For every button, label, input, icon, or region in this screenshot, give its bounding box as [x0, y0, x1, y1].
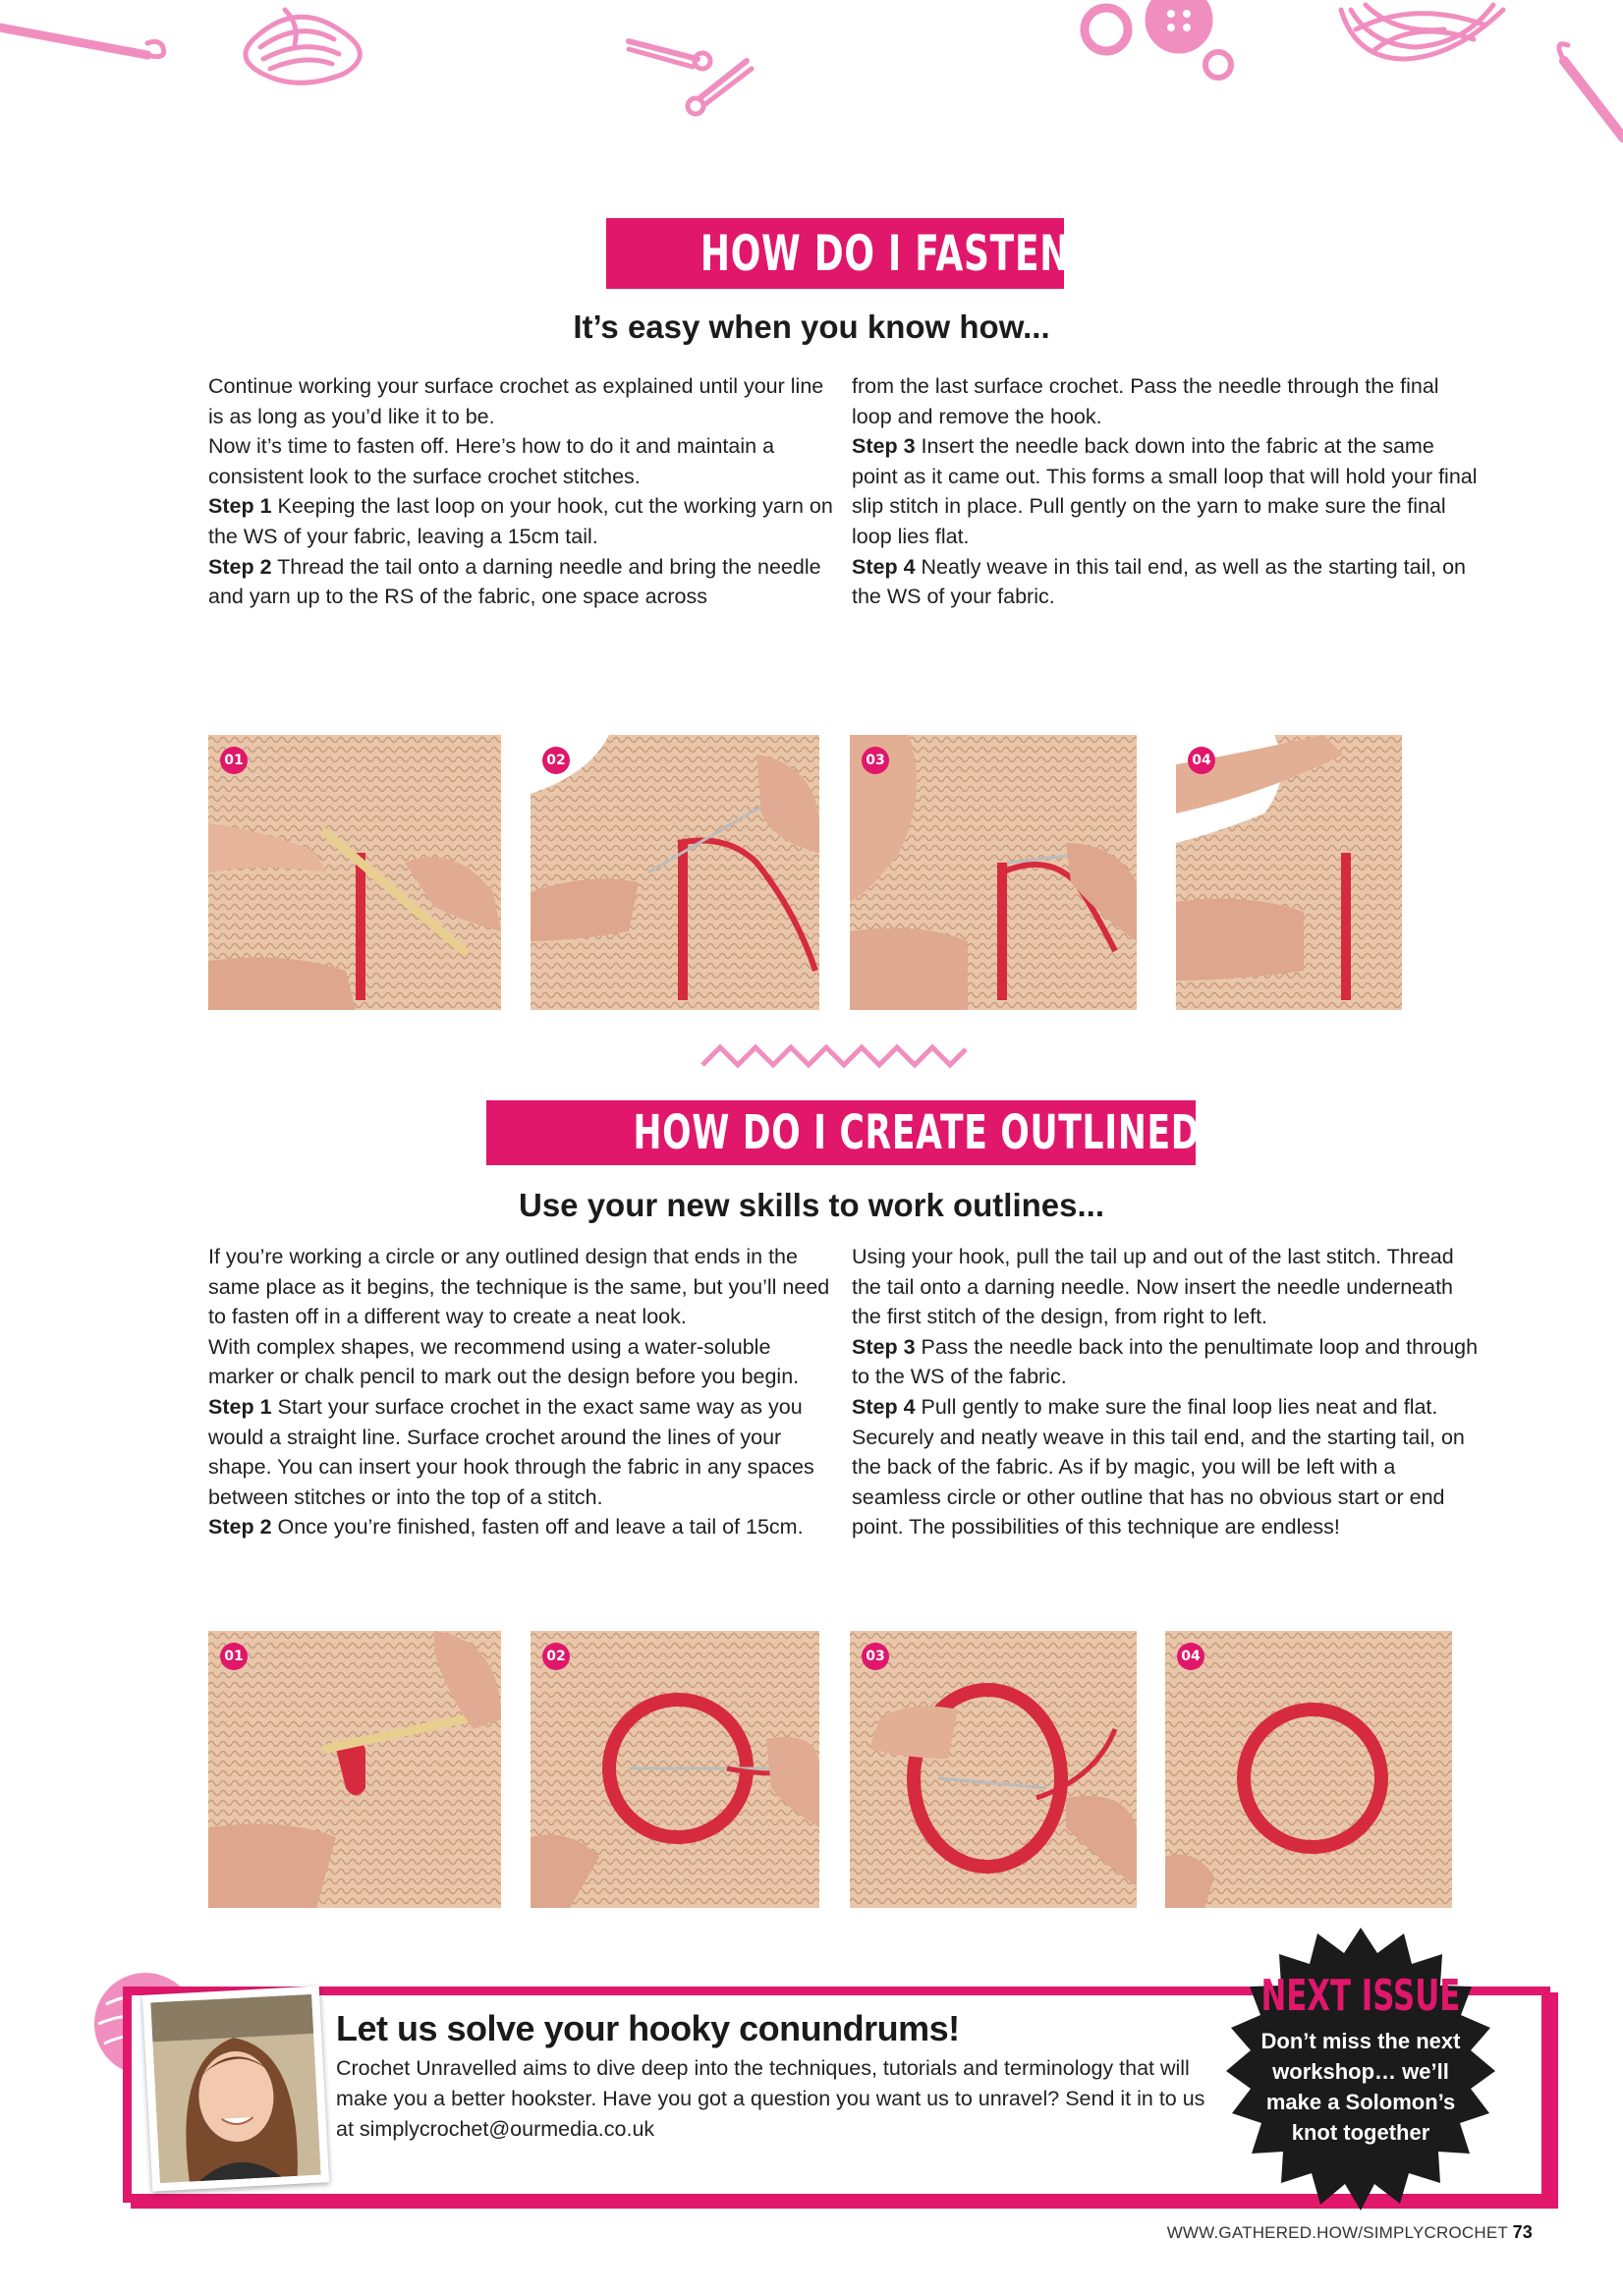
paragraph: If you’re working a circle or any outlined design that ends in the same place as it begins, the technique is the same, but you’ll need to fasten off in a different way to create a neat look.: [208, 1245, 830, 1329]
step-label: Step 4: [852, 1394, 916, 1419]
avatar: [142, 1986, 329, 2191]
step-photo-line-04: [1176, 735, 1463, 1010]
step-text: Neatly weave in this tail end, as well as the starting tail, on the WS of your fabric.: [852, 554, 1467, 609]
crochet-hook-icon: [1559, 44, 1623, 138]
step-paragraph: [852, 552, 1481, 612]
zigzag-divider: [700, 1041, 968, 1069]
step-photo-outline-04: [1165, 1631, 1452, 1908]
step-photo-line-03: [850, 735, 1137, 1010]
step-paragraph: [208, 552, 837, 612]
step-paragraph: [852, 1332, 1481, 1392]
step-photo-outline-01: [208, 1631, 501, 1908]
step-photo-outline-03: [850, 1631, 1137, 1908]
step-text: Thread the tail onto a darning needle and bring the needle and yarn up to the RS of the fabric, one space across: [208, 554, 821, 609]
page-footer: [1167, 2222, 1533, 2243]
article-column: [208, 1242, 837, 1542]
step-number-badge: 02: [542, 747, 570, 774]
step-paragraph: [208, 1512, 837, 1542]
craft-decoration-banner: [0, 0, 1623, 167]
step-label: Step 3: [852, 434, 916, 459]
paragraph: Now it’s time to fasten off. Here’s how to do it and maintain a consistent look to the surface crochet stitches.: [208, 434, 775, 488]
paragraph: With complex shapes, we recommend using a water-soluble marker or chalk pencil to mark out the design before you begin.: [208, 1334, 800, 1389]
section-heading-fasten-off: HOW DO I FASTEN OFF?: [606, 218, 1064, 289]
step-text: Pass the needle back into the penultimate loop and through to the WS of the fabric.: [852, 1334, 1479, 1389]
crochet-hook-icon: [0, 28, 164, 57]
step-label: Step 1: [208, 494, 272, 519]
section-subheading: It’s easy when you know how...: [573, 308, 1050, 345]
section-heading-outlined-shapes: HOW DO I CREATE OUTLINED SHAPES?: [486, 1100, 1196, 1165]
article-column: [852, 371, 1481, 612]
footer-url[interactable]: WWW.GATHERED.HOW/SIMPLYCROCHET: [1166, 2223, 1508, 2242]
yarn-skein-icon: [246, 10, 360, 83]
step-number-badge: 01: [220, 747, 248, 774]
paragraph: Using your hook, pull the tail up and out of the last stitch. Thread the tail onto a darning needle. Now insert the needle underneath the first stitch of the design, from right to left.: [852, 1245, 1454, 1329]
button-icon: [1085, 0, 1231, 78]
step-photo-line-01: [208, 735, 501, 1010]
callout-title: Let us solve your hooky conundrums!: [336, 2008, 960, 2048]
yarn-ball-icon: [1341, 5, 1503, 59]
step-number-badge: 02: [542, 1643, 570, 1670]
paragraph: from the last surface crochet. Pass the needle through the final loop and remove the hook.: [852, 374, 1439, 428]
step-paragraph: [852, 431, 1481, 551]
step-paragraph: [852, 1392, 1481, 1542]
page-number: 73: [1512, 2222, 1533, 2242]
next-issue-title: NEXT ISSUE: [1260, 1971, 1461, 2021]
step-label: Step 3: [852, 1334, 916, 1359]
next-issue-text: Don’t miss the next workshop… we’ll make a Solomon’s knot together: [1260, 2029, 1461, 2145]
step-number-badge: 04: [1188, 747, 1215, 774]
article-column: [208, 371, 837, 612]
step-paragraph: [208, 491, 837, 551]
step-number-badge: 03: [862, 1643, 889, 1670]
step-text: Pull gently to make sure the final loop lies neat and flat. Securely and neatly weave in this tail end, and the starting tail, on the back of the fabric. As if by magic, you will be left with a seamless circle or other outline that has no obvious start or end point. The possibilities of this technique are endless!: [852, 1394, 1465, 1540]
step-paragraph: [208, 1392, 837, 1512]
step-label: Step 2: [208, 1515, 272, 1540]
step-number-badge: 01: [220, 1643, 248, 1670]
step-text: Insert the needle back down into the fabric at the same point as it came out. This forms a small loop that will hold your final slip stitch in place. Pull gently on the yarn to make sure the final loop lies flat.: [852, 434, 1478, 548]
step-number-badge: 04: [1177, 1643, 1204, 1670]
article-column: [852, 1242, 1481, 1542]
step-label: Step 1: [208, 1394, 272, 1419]
step-label: Step 4: [852, 554, 916, 579]
step-photo-outline-02: [531, 1631, 819, 1908]
step-photo-line-02: [531, 735, 819, 1010]
step-label: Step 2: [208, 554, 272, 579]
step-text: Start your surface crochet in the exact same way as you would a straight line. Surface crochet around the lines of your shape. You can insert your hook through the fabric in any spaces between stitches or into the top of a stitch.: [208, 1394, 814, 1509]
paragraph: Continue working your surface crochet as explained until your line is as long as you’d like it to be.: [208, 374, 824, 428]
safety-pin-icon: [629, 41, 752, 114]
section-subheading: Use your new skills to work outlines...: [519, 1187, 1104, 1223]
step-number-badge: 03: [862, 747, 889, 774]
step-text: Once you’re finished, fasten off and leave a tail of 15cm.: [271, 1515, 804, 1540]
step-text: Keeping the last loop on your hook, cut the working yarn on the WS of your fabric, leaving a 15cm tail.: [208, 494, 833, 548]
callout-text: Crochet Unravelled aims to dive deep into the techniques, tutorials and terminology that will make you a better hookster. Have you got a question you want us to unravel? Send it in to us at simplycrochet@ourmedia.co.uk: [336, 2056, 1205, 2141]
